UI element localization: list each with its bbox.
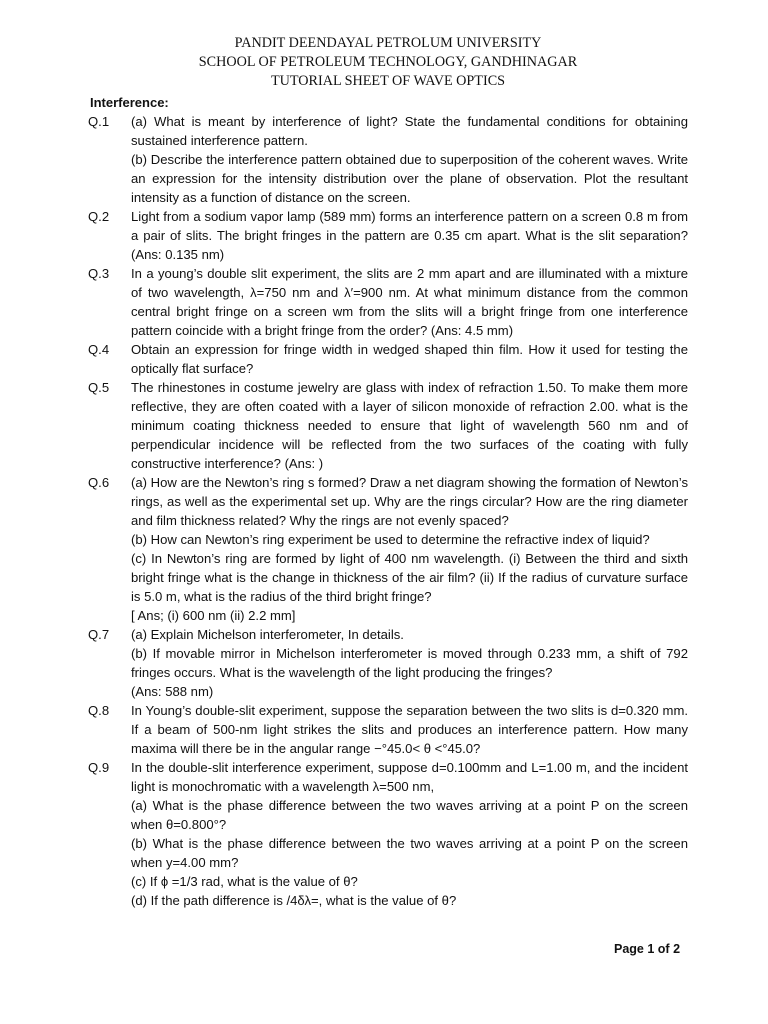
question-body (131, 625, 688, 701)
question-part: (a) What is the phase difference between the two waves arriving at a point P on the screen when θ=0.800°? (131, 798, 688, 832)
question-item (88, 758, 688, 910)
question-part: Light from a sodium vapor lamp (589 mm) forms an interference pattern on a screen 0.8 m from a pair of slits. The bright fringes in the pattern are 0.35 cm apart. What is the slit separation? (Ans: 0.135 nm) (131, 209, 688, 262)
question-number: Q.7 (88, 627, 110, 642)
question-body (131, 264, 688, 340)
university-name: PANDIT DEENDAYAL PETROLUM UNIVERSITY (234, 35, 542, 51)
question-part: (b) What is the phase difference between the two waves arriving at a point P on the screen when y=4.00 mm? (131, 836, 688, 870)
question-number: Q.9 (88, 760, 110, 775)
question-part: In Young’s double-slit experiment, suppose the separation between the two slits is d=0.320 mm. If a beam of 500-nm light strikes the slits and produces an interference pattern. How many maxima will there be in the angular range −°45.0< θ <°45.0? (131, 703, 688, 756)
school-name: SCHOOL OF PETROLEUM TECHNOLOGY, GANDHINAGAR (198, 54, 578, 70)
question-item (88, 340, 688, 378)
question-list (88, 112, 688, 910)
question-body (131, 378, 688, 473)
page-word: Page (614, 942, 648, 956)
question-part: (b) If movable mirror in Michelson interferometer is moved through 0.233 mm, a shift of 792 fringes occurs. What is the wavelength of the light producing the fringes? (131, 646, 688, 680)
question-part: (a) Explain Michelson interferometer, In details. (131, 627, 404, 642)
question-number: Q.1 (88, 114, 110, 129)
question-item (88, 264, 688, 340)
question-number: Q.4 (88, 342, 110, 357)
question-body (131, 207, 688, 264)
question-body (131, 758, 688, 910)
question-part: In a young’s double slit experiment, the slits are 2 mm apart and are illuminated with a mixture of two wavelength, λ=750 nm and λ′=900 nm. At what minimum distance from the common central bright fringe on a screen wm from the slits will a bright fringe from one interference pattern coincide with a bright fringe from the order? (Ans: 4.5 mm) (131, 266, 688, 338)
question-part: (a) How are the Newton’s ring s formed? Draw a net diagram showing the formation of Newton’s rings, as well as the experimental set up. Why are the rings circular? How are the ring diameter and film thickness related? Why the rings are not evenly spaced? (131, 475, 688, 528)
question-part: (a) What is meant by interference of light? State the fundamental conditions for obtaining sustained interference pattern. (131, 114, 688, 148)
question-item (88, 473, 688, 625)
question-part: (b) Describe the interference pattern obtained due to superposition of the coherent waves. Write an expression for the intensity distribution over the plane of observation. Plot the resultant intensity as a function of distance on the screen. (131, 152, 688, 205)
question-part: (c) If ϕ =1/3 rad, what is the value of θ? (131, 874, 358, 889)
question-body (131, 340, 688, 378)
question-body (131, 112, 688, 207)
page-of: of (654, 942, 674, 956)
question-item (88, 378, 688, 473)
question-number: Q.8 (88, 703, 110, 718)
section-title: Interference: (90, 95, 169, 110)
document-header (88, 34, 688, 91)
question-part: (d) If the path difference is /4δλ=, what is the value of θ? (131, 893, 457, 908)
sheet-title: TUTORIAL SHEET OF WAVE OPTICS (270, 73, 506, 89)
page-current: 1 (647, 942, 655, 956)
question-part: The rhinestones in costume jewelry are glass with index of refraction 1.50. To make them more reflective, they are often coated with a layer of silicon monoxide of refraction 2.00. what is the minimum coating thickness needed to ensure that light of wavelength 560 nm and of perpendicular incidence will be reflected from the two surfaces of the coating with fully constructive interference? (Ans: ) (131, 380, 688, 471)
question-number: Q.3 (88, 266, 110, 281)
page-number (614, 942, 680, 956)
question-part: Obtain an expression for fringe width in wedged shaped thin film. How it used for testing the optically flat surface? (131, 342, 688, 376)
question-body (131, 701, 688, 758)
question-item (88, 701, 688, 758)
page-total: 2 (673, 942, 681, 956)
question-number: Q.5 (88, 380, 110, 395)
question-item (88, 625, 688, 701)
question-part: In the double-slit interference experiment, suppose d=0.100mm and L=1.00 m, and the incident light is monochromatic with a wavelength λ=500 nm, (131, 760, 688, 794)
question-body (131, 473, 688, 625)
question-number: Q.2 (88, 209, 110, 224)
question-part: (c) In Newton’s ring are formed by light of 400 nm wavelength. (i) Between the third and sixth bright fringe what is the change in thickness of the air film? (ii) If the radius of curvature surface is 5.0 m, what is the radius of the third bright fringe? (131, 551, 688, 604)
question-part: (b) How can Newton’s ring experiment be used to determine the refractive index of liquid? (131, 532, 650, 547)
question-item (88, 112, 688, 207)
question-part: (Ans: 588 nm) (131, 684, 214, 699)
question-part: [ Ans; (i) 600 nm (ii) 2.2 mm] (131, 608, 296, 623)
question-number: Q.6 (88, 475, 110, 490)
question-item (88, 207, 688, 264)
